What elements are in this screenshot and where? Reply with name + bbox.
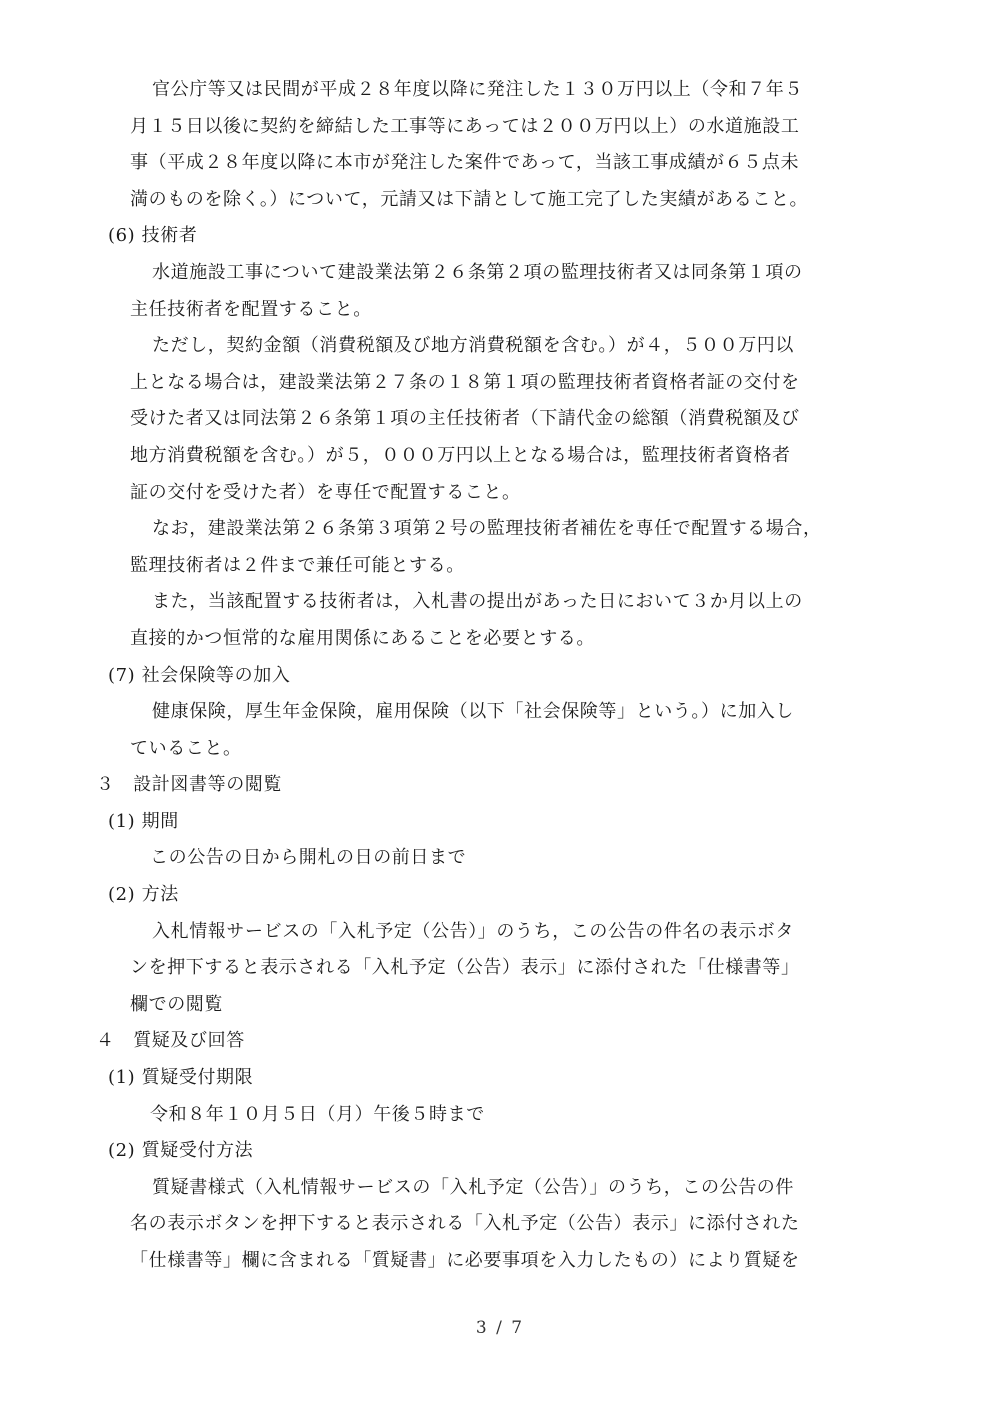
text-line: (6) 技術者 [108, 225, 198, 247]
text-line: (1) 期間 [108, 810, 179, 832]
text-line: なお，建設業法第２６条第３項第２号の監理技術者補佐を専任で配置する場合， [152, 518, 822, 540]
text-line: ンを押下すると表示される「入札予定（公告）表示」に添付された「仕様書等」 [130, 957, 800, 979]
text-line: 官公庁等又は民間が平成２８年度以降に発注した１３０万円以上（令和７年５ [152, 79, 803, 100]
text-line: (7) 社会保険等の加入 [108, 664, 291, 686]
text-line: (2) 方法 [108, 884, 179, 906]
text-line: (2) 質疑受付方法 [108, 1140, 254, 1162]
text-line: 月１５日以後に契約を締結した工事等にあっては２００万円以上）の水道施設工 [130, 115, 800, 137]
text-line: ただし，契約金額（消費税額及び地方消費税額を含む。）が４，５００万円以 [152, 335, 794, 357]
text-line: この公告の日から開札の日の前日まで [150, 847, 467, 869]
text-line: 直接的かつ恒常的な雇用関係にあることを必要とする。 [130, 627, 595, 649]
text-line: 受けた者又は同法第２６条第１項の主任技術者（下請代金の総額（消費税額及び [130, 408, 800, 430]
text-line: ４ 質疑及び回答 [96, 1030, 245, 1052]
document-body [88, 72, 878, 1280]
page-number: 3 / 7 [475, 1318, 525, 1338]
text-line: 地方消費税額を含む。）が５，０００万円以上となる場合は，監理技術者資格者 [130, 444, 791, 466]
text-line: (1) 質疑受付期限 [108, 1067, 254, 1089]
text-line: 名の表示ボタンを押下すると表示される「入札予定（公告）表示」に添付された [130, 1213, 800, 1235]
text-line: 健康保険，厚生年金保険，雇用保険（以下「社会保険等」という。）に加入し [152, 701, 794, 723]
text-line: 質疑書様式（入札情報サービスの「入札予定（公告）」のうち，この公告の件 [152, 1176, 794, 1198]
text-line: 上となる場合は，建設業法第２７条の１８第１項の監理技術者資格者証の交付を [130, 371, 800, 393]
text-line: また，当該配置する技術者は，入札書の提出があった日において３か月以上の [152, 591, 803, 613]
text-line: 証の交付を受けた者）を専任で配置すること。 [130, 481, 521, 503]
text-line: ３ 設計図書等の閲覧 [96, 774, 282, 796]
text-line: 欄での閲覧 [130, 993, 223, 1015]
text-line: 「仕様書等」欄に含まれる「質疑書」に必要事項を入力したもの）により質疑を [130, 1250, 800, 1271]
text-line: 令和８年１０月５日（月）午後５時まで [150, 1103, 485, 1125]
text-line: 満のものを除く。）について，元請又は下請として施工完了した実績があること。 [130, 188, 809, 210]
text-line: 事（平成２８年度以降に本市が発注した案件であって，当該工事成績が６５点未 [130, 152, 800, 174]
text-line: 監理技術者は２件まで兼任可能とする。 [130, 554, 465, 576]
text-line: ていること。 [130, 737, 242, 759]
text-line: 入札情報サービスの「入札予定（公告）」のうち，この公告の件名の表示ボタ [152, 920, 794, 942]
text-line: 主任技術者を配置すること。 [130, 298, 372, 320]
text-line: 水道施設工事について建設業法第２６条第２項の監理技術者又は同条第１項の [152, 261, 803, 283]
